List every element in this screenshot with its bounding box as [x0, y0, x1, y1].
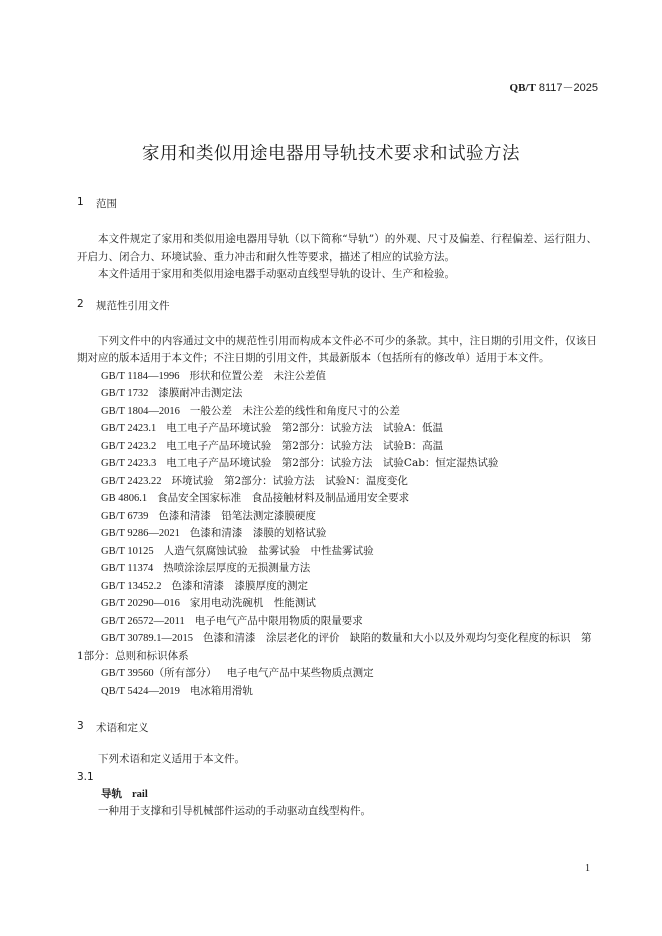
reference-title: 电工电子产品环境试验 第2部分：试验方法 试验B：高温 [166, 439, 444, 452]
section-3-heading [77, 720, 597, 735]
term-definition: 一种用于支撑和引导机械部件运动的手动驱动直线型构件。 [98, 804, 371, 817]
reference-code: GB/T 9286—2021 [101, 528, 180, 539]
standard-code-prefix: QB/T [509, 82, 536, 94]
reference-code: GB/T 2423.1 [101, 423, 157, 434]
reference-title: 一般公差 未注公差的线性和角度尺寸的公差 [189, 404, 400, 417]
reference-item [77, 560, 597, 578]
document-title: 家用和类似用途电器用导轨技术要求和试验方法 [142, 144, 520, 164]
reference-title: 色漆和清漆 漆膜的划格试验 [189, 527, 327, 539]
reference-title: 电子电气产品中某些物质点测定 [226, 667, 374, 679]
page-number: 1 [585, 863, 590, 874]
reference-code: GB/T 11374 [101, 563, 154, 574]
reference-item [77, 455, 597, 473]
reference-item [77, 525, 597, 543]
reference-item [77, 613, 597, 631]
reference-code: GB/T 20290—016 [101, 598, 180, 609]
reference-item [77, 543, 597, 561]
section-2-title: 规范性引用文件 [96, 299, 170, 312]
reference-title: 电冰箱用滑轨 [189, 684, 253, 697]
reference-title: 热喷涂涂层厚度的无损测量方法 [163, 562, 311, 574]
reference-item [77, 665, 597, 683]
reference-item [77, 490, 597, 508]
reference-item [77, 630, 597, 665]
reference-title: 电工电子产品环境试验 第2部分：试验方法 试验Cab：恒定湿热试验 [166, 457, 499, 469]
term-name-chinese: 导轨 [101, 787, 122, 800]
reference-item [77, 683, 597, 701]
reference-item [77, 368, 597, 386]
standard-number [510, 79, 598, 95]
section-2-intro: 下列文件中的内容通过文中的规范性引用而构成本文件必不可少的条款。其中，注日期的引用文件，仅该日期对应的版本适用于本文件；不注日期的引用文件，其最新版本（包括所有的修改单）适用于本文件。 [77, 334, 597, 364]
reference-title: 色漆和清漆 铅笔法测定漆膜硬度 [158, 509, 316, 522]
reference-title: 电子电气产品中限用物质的限量要求 [194, 614, 363, 627]
reference-code: GB/T 2423.3 [101, 458, 157, 469]
reference-title: 形状和位置公差 未注公差值 [189, 369, 326, 382]
reference-title: 色漆和清漆 漆膜厚度的测定 [171, 579, 308, 592]
reference-title: 家用电动洗碗机 性能测试 [189, 597, 316, 609]
reference-code: GB/T 6739 [101, 510, 149, 522]
reference-code: GB/T 1184—1996 [101, 370, 180, 382]
section-3-title: 术语和定义 [96, 722, 149, 734]
section-2-number: 2 [77, 297, 84, 310]
reference-code: GB/T 1804—2016 [101, 405, 180, 417]
reference-code: GB/T 2423.22 [101, 475, 162, 487]
section-1-para-2: 本文件适用于家用和类似用途电器手动驱动直线型导轨的设计、生产和检验。 [98, 268, 455, 280]
reference-item [77, 385, 597, 403]
reference-title: 食品安全国家标准 食品接触材料及制品通用安全要求 [157, 492, 410, 504]
normative-reference-list [77, 368, 597, 701]
reference-code: GB/T 2423.2 [101, 440, 157, 452]
term-name-english: rail [132, 788, 148, 800]
reference-item [77, 438, 597, 456]
term-number: 3.1 [77, 770, 94, 783]
document-body [77, 196, 597, 820]
section-2-heading [77, 298, 597, 313]
reference-item [77, 473, 597, 491]
reference-code: GB/T 30789.1—2015 [101, 633, 193, 644]
reference-item [77, 508, 597, 526]
section-3-intro: 下列术语和定义适用于本文件。 [98, 753, 245, 765]
section-1-heading [77, 196, 597, 211]
reference-title: 人造气氛腐蚀试验 盐雾试验 中性盐雾试验 [163, 544, 374, 557]
term-name [77, 786, 597, 803]
standard-code-number: 8117－2025 [535, 82, 598, 94]
reference-title: 漆膜耐冲击测定法 [158, 387, 243, 399]
section-3-number: 3 [77, 720, 84, 732]
reference-code: GB 4806.1 [101, 493, 148, 504]
reference-code: GB/T 10125 [101, 545, 154, 557]
reference-code: GB/T 1732 [101, 388, 149, 399]
section-1-para-1: 本文件规定了家用和类似用途电器用导轨（以下简称“导轨”）的外观、尺寸及偏差、行程偏差、运行阻力、开启力、闭合力、环境试验、重力冲击和耐久性等要求，描述了相应的试验方法。 [77, 233, 597, 263]
section-1-number: 1 [77, 196, 84, 208]
reference-code: GB/T 13452.2 [101, 580, 162, 592]
reference-code: GB/T 39560（所有部分） [101, 668, 217, 679]
reference-code: QB/T 5424—2019 [101, 685, 180, 697]
reference-title: 电工电子产品环境试验 第2部分：试验方法 试验A：低温 [166, 422, 443, 434]
reference-item [77, 420, 597, 438]
reference-code: GB/T 26572—2011 [101, 615, 185, 627]
reference-item [77, 403, 597, 421]
reference-title: 环境试验 第2部分：试验方法 试验N：温度变化 [171, 474, 408, 487]
reference-title: 色漆和清漆 涂层老化的评价 缺陷的数量和大小以及外观均匀变化程度的标识 第1部分：总则和标识体系 [77, 632, 592, 662]
reference-item [77, 578, 597, 596]
reference-item [77, 595, 597, 613]
section-1-title: 范围 [96, 198, 117, 210]
